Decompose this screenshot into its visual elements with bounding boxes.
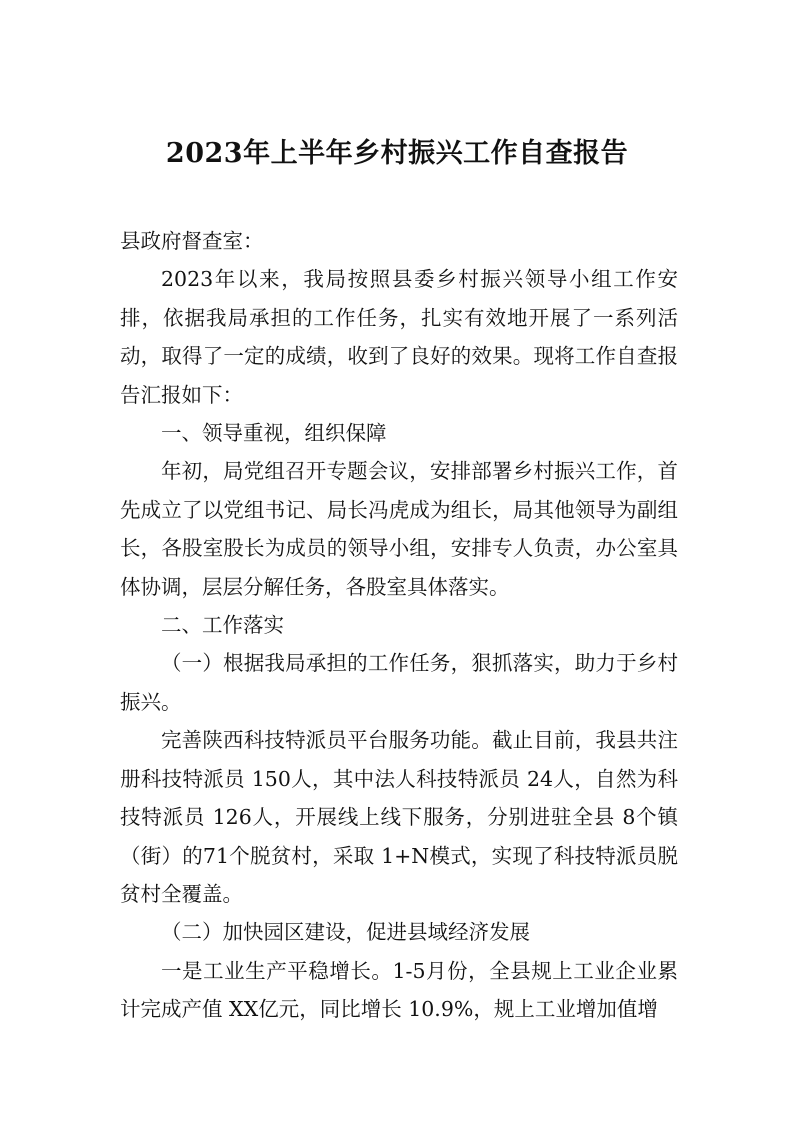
tech-envoy-paragraph: 完善陕西科技特派员平台服务功能。截止目前，我县共注册科技特派员 150人，其中法人科技特派员 24人，自然为科技特派员 126人，开展线上线下服务，分别进驻全县 8个镇（街）的71个脱贫村，采取 1+N模式，实现了科技特派员脱贫村全覆盖。 — [120, 728, 678, 906]
salutation: 县政府督查室： — [120, 229, 264, 253]
section-heading-leadership: 一、领导重视，组织保障 — [161, 421, 387, 446]
subsection-heading-park: （二）加快园区建设，促进县域经济发展 — [161, 920, 530, 945]
document-body — [120, 222, 678, 1029]
document-title: 2023年上半年乡村振兴工作自查报告 — [165, 138, 629, 169]
subsection-heading-tasks: （一）根据我局承担的工作任务，狠抓落实，助力于乡村振兴。 — [120, 651, 678, 714]
intro-paragraph: 2023年以来，我局按照县委乡村振兴领导小组工作安排，依据我局承担的工作任务，扎实有效地开展了一系列活动，取得了一定的成绩，收到了良好的效果。现将工作自查报告汇报如下： — [120, 267, 678, 407]
leadership-paragraph: 年初，局党组召开专题会议，安排部署乡村振兴工作，首先成立了以党组书记、局长冯虎成为组长，局其他领导为副组长，各股室股长为成员的领导小组，安排专人负责，办公室具体协调，层层分解任务，各股室具体落实。 — [120, 459, 678, 599]
industry-paragraph: 一是工业生产平稳增长。1-5月份，全县规上工业企业累计完成产值 XX亿元，同比增长 10.9%，规上工业增加值增 — [120, 958, 678, 1022]
section-heading-implementation: 二、工作落实 — [161, 613, 284, 638]
